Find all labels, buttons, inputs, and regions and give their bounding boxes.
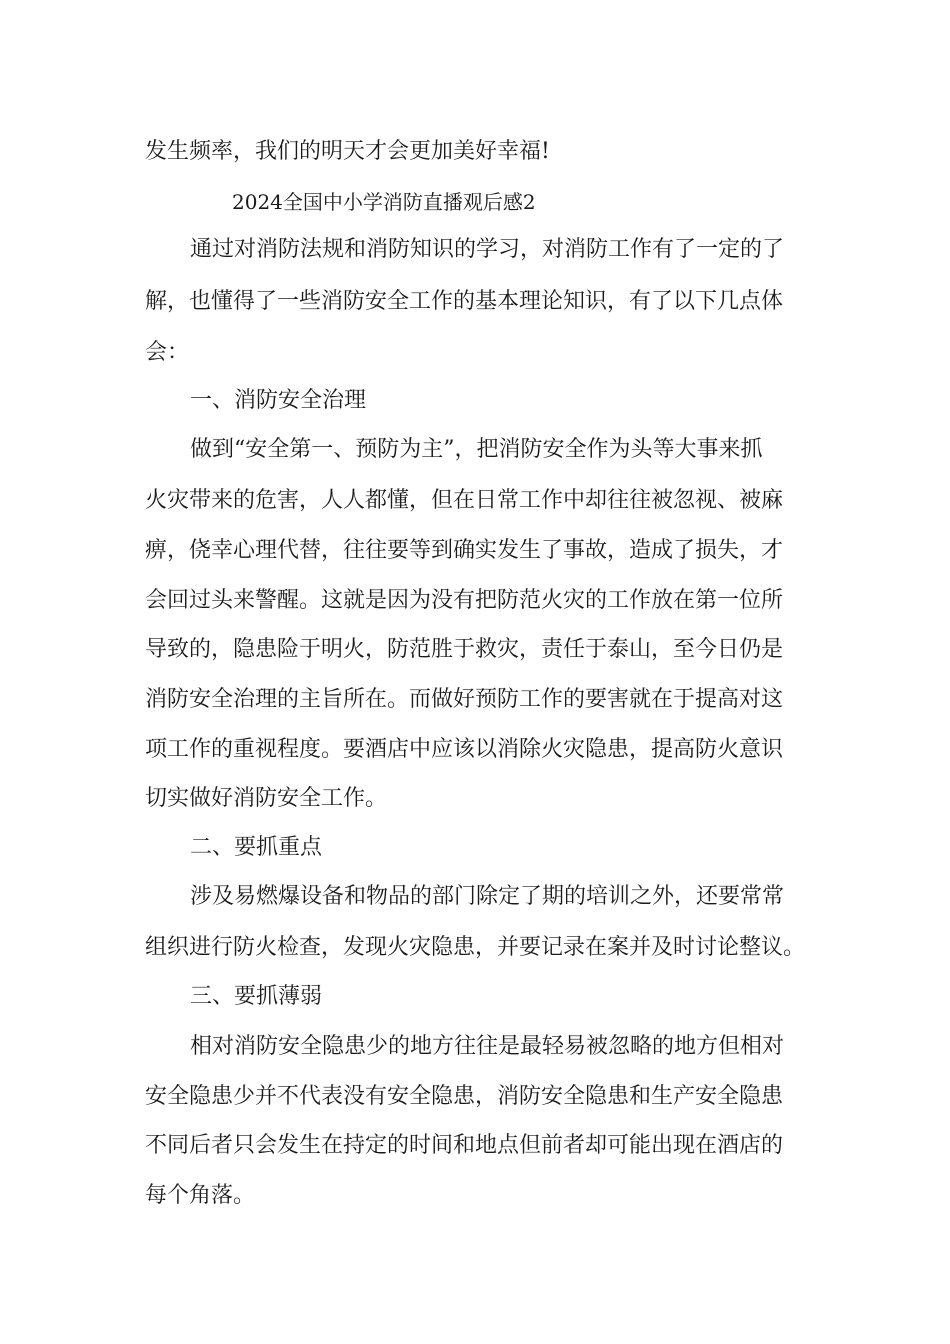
paragraph-line: 安全隐患少并不代表没有安全隐患，消防安全隐患和生产安全隐患 [145, 1084, 784, 1109]
paragraph-line: 会回过头来警醒。这就是因为没有把防范火灾的工作放在第一位所 [145, 588, 784, 613]
paragraph-line: 相对消防安全隐患少的地方往往是最轻易被忽略的地方但相对 [190, 1034, 785, 1059]
paragraph-line: 每个角落。 [145, 1183, 256, 1208]
section-heading: 二、要抓重点 [190, 835, 323, 860]
paragraph-line: 导致的，隐患险于明火，防范胜于救灾，责任于泰山，至今日仍是 [145, 637, 784, 662]
text-line: 发生频率，我们的明天才会更加美好幸福! [145, 139, 550, 164]
paragraph-line: 做到“安全第一、预防为主”，把消防安全作为头等大事来抓 [190, 437, 763, 462]
paragraph-line: 项工作的重视程度。要酒店中应该以消除火灾隐患，提高防火意识 [145, 737, 784, 762]
paragraph-line: 组织进行防火检查，发现火灾隐患，并要记录在案并及时讨论整议。 [145, 935, 806, 960]
paragraph-line: 解，也懂得了一些消防安全工作的基本理论知识，有了以下几点体 [145, 289, 784, 314]
paragraph-line: 消防安全治理的主旨所在。而做好预防工作的要害就在于提高对这 [145, 687, 784, 712]
paragraph-line: 痹，侥幸心理代替，往往要等到确实发生了事故，造成了损失，才 [145, 538, 784, 563]
section-heading: 三、要抓薄弱 [190, 984, 323, 1009]
paragraph-line: 切实做好消防安全工作。 [145, 786, 388, 811]
paragraph-line: 通过对消防法规和消防知识的学习，对消防工作有了一定的了 [190, 237, 785, 262]
paragraph-line: 不同后者只会发生在持定的时间和地点但前者却可能出现在酒店的 [145, 1133, 784, 1158]
paragraph-line: 涉及易燃爆设备和物品的部门除定了期的培训之外，还要常常 [190, 884, 785, 909]
document-title: 2024全国中小学消防直播观后感2 [232, 190, 536, 214]
paragraph-line: 火灾带来的危害，人人都懂，但在日常工作中却往往被忽视、被麻 [145, 488, 784, 513]
paragraph-line: 会： [145, 340, 190, 365]
section-heading: 一、消防安全治理 [190, 388, 367, 413]
